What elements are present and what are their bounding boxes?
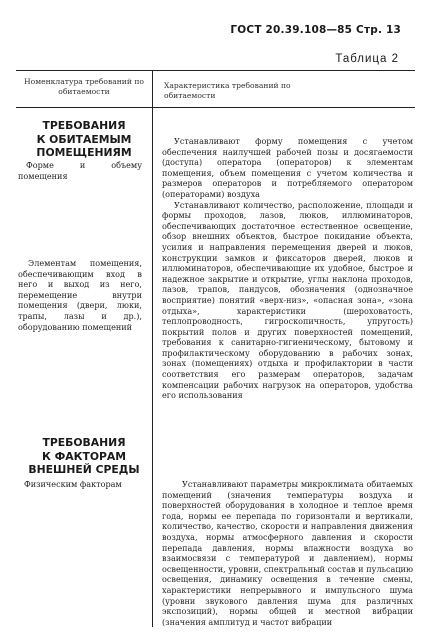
section-title-habitable-rooms — [16, 119, 152, 160]
item-name-room-elements: Элементам помещения, обеспечивающим вход в него и выход из него, перемещение внутри помещения (двери, люки, трапы, лазы и др.), оборудованию помещений — [18, 258, 142, 332]
section-title-environment-factors — [16, 436, 152, 477]
item-name-room-shape: Форме и объему помещения — [18, 160, 142, 181]
column-header-characteristics: Характеристика требований по обитаемости — [164, 81, 291, 100]
page-header: ГОСТ 20.39.108—85 Стр. 13 — [230, 24, 401, 36]
column-separator — [152, 71, 153, 627]
section1-characteristics — [162, 136, 413, 401]
requirements-table — [16, 70, 415, 627]
item-name-physical-factors: Физическим факторам — [24, 479, 122, 489]
section-title-line: ТРЕБОВАНИЯ — [42, 119, 126, 132]
section-title-line: ПОМЕЩЕНИЯМ — [36, 146, 132, 159]
paragraph-room-shape: Устанавливают форму помещения с учетом обеспечения наилучшей рабочей позы и досягаемости (доступа) оператора (операторов) к элементам помещения, объем помещения с учетом количества и размеров операторов и потребляемого оператором (операторами) воздуха — [162, 136, 413, 199]
table-label: Таблица 2 — [335, 53, 399, 65]
section-title-line: К ФАКТОРАМ — [41, 449, 127, 463]
section-title-line: ТРЕБОВАНИЯ — [42, 436, 126, 449]
section2-characteristics — [162, 479, 413, 627]
paragraph-room-elements: Устанавливают количество, расположение, площади и формы проходов, лазов, люков, иллюминаторов, обеспечивающих достаточное естественное освещение, обзор внешних объектов, быстрое покидание объекта, усилия и направления перемещения дверей и люков, конструкции замков и фиксаторов дверей, люков и иллюминаторов, обеспечивающие их удобное, быстрое и надежное закрытие и открытие, углы наклона проходов, лазов, трапов, пандусов, обозначения (однозначное восприятие) понятий «верх-низ», «опасная зона», «зона отдыха», характеристики (шероховатость, теплопроводность, гигроскопичность, упругость) покрытий полов и других поверхностей помещений, требования к санитарно-гигиеническому, бытовому и профилактическому оборудованию в рабочих зонах, зонах (помещениях) отдыха и профилактории в части соответствия его размерам операторов, задачам компенсации рабочих нагрузок на операторов, удобства его использования — [162, 199, 413, 401]
paragraph-physical-factors: Устанавливают параметры микроклимата обитаемых помещений (значения температуры воздуха и поверхностей оборудования в холодное и теплое время года, нормы ее перепада по горизонтали и вертикали, количество, качество, скорости и направления движения воздуха, нормы атмосферного давления и скорости перепада давления, нормы влажности воздуха во взаимосвязи с температурой и давлением), нормы освещенности, уровни, спектральный состав и пульсацию освещения, динамику освещения в течение смены, характеристики непрерывного и импульсного шума (уровни звукового давления шума для различных экспозиций), нормы общей и местной вибрации (значения амплитуд и частот вибрации — [162, 479, 413, 627]
section-title-line: ВНЕШНЕЙ СРЕДЫ — [28, 463, 140, 476]
section-title-line: К ОБИТАЕМЫМ — [36, 132, 132, 146]
header-rule — [16, 107, 415, 108]
column-header-nomenclature: Номенклатура требований по обитаемости — [24, 77, 144, 96]
